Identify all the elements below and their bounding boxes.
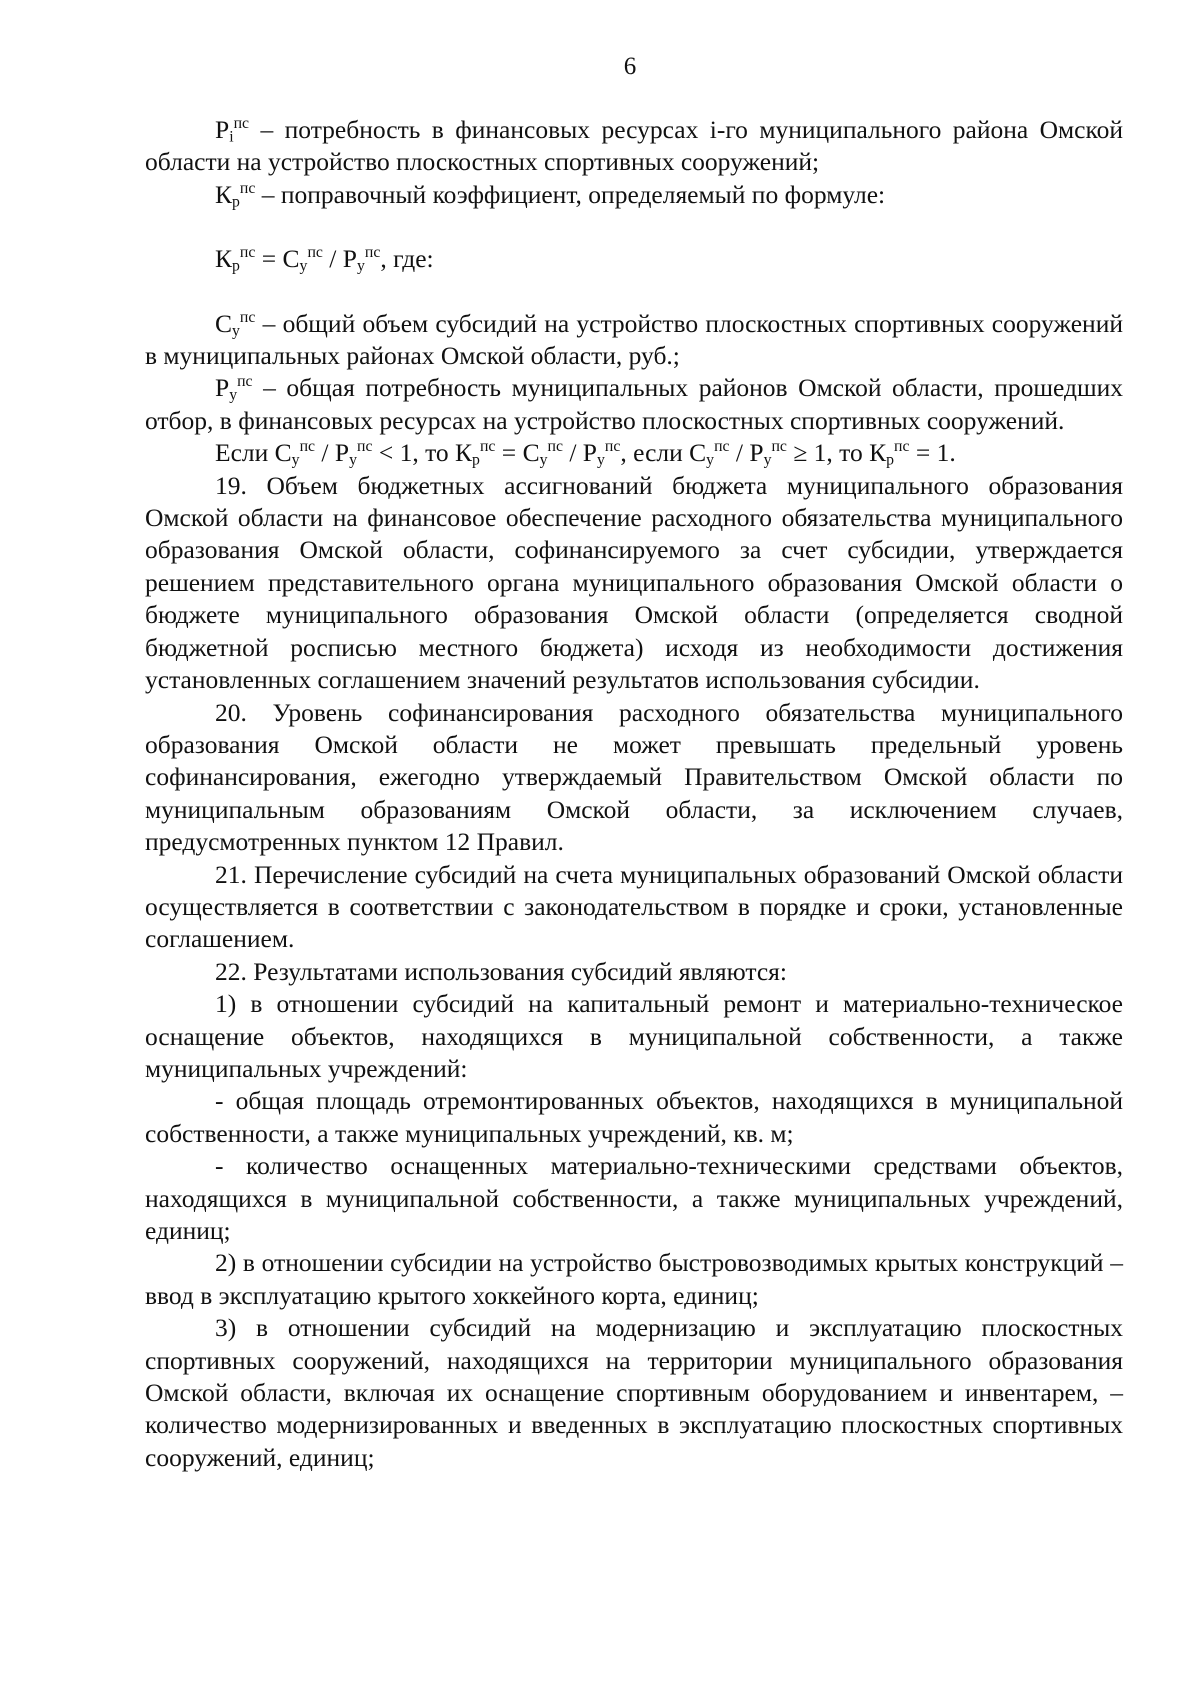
list-item-3: 3) в отношении субсидий на модернизацию и эксплуатацию плоскостных спортивных сооружений, находящихся на территории муниципального образования Омской области, включая их оснащение спортивным оборудованием и инвентарем, – количество модернизированных и введенных в эксплуатацию плоскостных спортивных сооружений, единиц; [145,1313,1123,1472]
list-item-2: 2) в отношении субсидии на устройство быстровозводимых крытых конструкций – ввод в эксплуатацию крытого хоккейного корта, единиц; [145,1248,1123,1310]
condition-line: Если $С_у^{пс} / Р_у^{пс} < 1$, то $К_р^{пс} = С_у^{пс} / Р_у^{пс}$, если $С_у^{пс} / Р_у^{пс} \ge 1$, то $К_р^{пс} = 1$. [215,438,956,469]
paragraph-19: 19. Объем бюджетных ассигнований бюджета муниципального образования Омской области на финансовое обеспечение расходного обязательства муниципального образования Омской области, софинансируемого за счет субсидии, утверждается решением представительного органа муниципального образования Омской области о бюджете муниципального образования Омской области (определяется сводной бюджетной росписью местного бюджета) исходя из необходимости достижения установленных соглашением значений результатов использования субсидии. [145,470,1123,695]
definition-k-p: $К_р^{пс}$ – поправочный коэффициент, определяемый по формуле: [215,179,886,211]
page-number: 6 [623,53,637,80]
list-subitem-equipped: - количество оснащенных материально-техническими средствами объектов, находящихся в муниципальной собственности, а также муниципальных учреждений, единиц; [145,1151,1123,1245]
list-subitem-area: - общая площадь отремонтированных объектов, находящихся в муниципальной собственности, а также муниципальных учреждений, кв. м; [145,1086,1123,1148]
formula-k-p: $К_р^{пс} = С_у^{пс} / Р_у^{пс}$, где: [215,244,434,275]
paragraph-21: 21. Перечисление субсидий на счета муниципальных образований Омской области осуществляется в соответствии с законодательством в порядке и сроки, установленные соглашением. [145,859,1123,954]
paragraph-20: 20. Уровень софинансирования расходного обязательства муниципального образования Омской области не может превышать предельный уровень софинансирования, ежегодно утверждаемый Правительством Омской области по муниципальным образованиям Омской области, за исключением случаев, предусмотренных пунктом 12 Правил. [145,697,1123,857]
definition-p-i: $P_i^{пс}$ – потребность в финансовых ресурсах i-го муниципального района Омской области на устройство плоскостных спортивных сооружений; [145,115,1123,177]
definition-p-y: $Р_у^{пс}$ – общая потребность муниципальных районов Омской области, прошедших отбор, в финансовых ресурсах на устройство плоскостных спортивных сооружений. [145,373,1123,435]
document-body [145,114,1123,1474]
definition-c-y: $С_у^{пс}$ – общий объем субсидий на устройство плоскостных спортивных сооружений в муниципальных районах Омской области, руб.; [145,308,1123,371]
list-item-1: 1) в отношении субсидий на капитальный ремонт и материально-техническое оснащение объектов, находящихся в муниципальной собственности, а также муниципальных учреждений: [145,989,1123,1083]
paragraph-22: 22. Результатами использования субсидий являются: [215,956,787,986]
